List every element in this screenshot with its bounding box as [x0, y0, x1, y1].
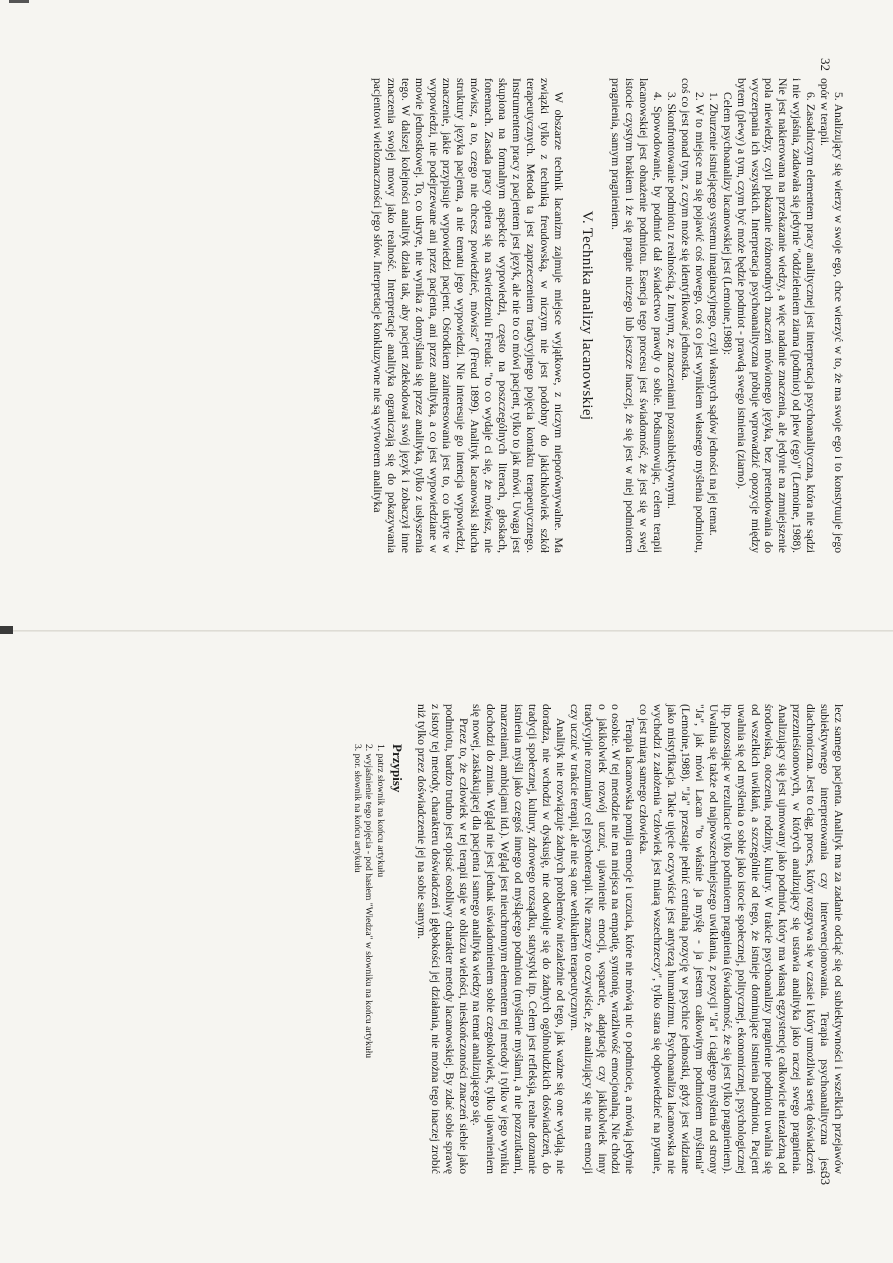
- right-page-text-column: [351, 704, 845, 1174]
- left-page-text-column: [370, 78, 845, 553]
- footnotes-list: [351, 704, 386, 1174]
- right-paragraphs: [414, 704, 845, 1174]
- scan-edge-mark: [9, 0, 29, 3]
- paragraph: Przez to, że człowiek w tej terapii staje w obliczu wielości, nieskończoności znaczeń siebie jako podmiotu, bardzo trudno jest opisać osobliwy charakter metody lacanowskiej. By zdać sobie sprawę z istoty tej metody, charakteru doświadczeń i głębokości jej działania, nie można tego inaczej zrobić niż tylko przez doświadczenie jej na sobie samym.: [414, 704, 470, 1174]
- paragraph: 2. W to miejsce ma się pojawić coś nowego, coś co jest wynikiem własnego myślenia podmiotu, coś co jest ponad tym, z czym może się identyfikować jednostka.: [679, 78, 706, 553]
- footnote-item: 2. wyjaśnienie tego pojęcia - pod hasłem "Wiedza" w słowniku na końcu artykułu: [363, 744, 375, 1059]
- paragraph: Celem psychoanalizy lacanowskiej jest (Lemoine,1988):: [720, 92, 734, 356]
- paragraph: 1. Zburzenie istniejącego systemu imaginacyjnego, czyli własnych sądów jedności na jej temat.: [706, 92, 720, 536]
- paragraph: W obszarze technik lacanizm zajmuje miejsce wyjątkowe, z niczym nieporównywalne. Ma związki tylko z techniką freudowską, w niczym nie jest podobny do jakichkolwiek szkół terapeutycznych. Metoda ta jest zaprzeczeniem tradycyjnego pojęcia kontaktu terapeutycznego. Instrumentem pracy z pacjentem jest język, ale nie to co mówi pacjent, tylko to jak mówi. Uwaga jest skupiona na formalnym aspekcie wypowiedzi, często na poszczególnych literach, głoskach, fonemach. Zasada pracy opiera się na stwierdzeniu Freuda: "to co wydaje ci się, że mówisz, nie mówisz, a to, czego nie chcesz powiedzieć, mówisz" (Freud 1899). Analityk lacanowski słucha struktury języka pacjenta, a nie tematu jego wypowiedzi. Nie interesuje go intencja wypowiedzi, znaczenie, jakie przypisuje wypowiedzi pacjent. Ośrodkiem zainteresowania jest to, co ukryte w wypowiedzi, nie podejrzewane ani przez pacjenta, ani przez analityka, a co jest wypowiedziane w mowie jednostkowej. To, co ukryte, nie wynika z domyślania się przez analityka, tylko z usłyszenia tego. W dalszej kolejności analityk działa tak, aby pacjent zdekodował swój język i zobaczył inne znaczenia swojej mowy jako realność. Interpretacje analityka ograniczają się do pokazywania pacjentowi wieloznaczności jego słów. Interpretacje konkluzywne nie są wytworem analityka: [370, 78, 565, 553]
- paragraph: 4. Spowodowanie, by podmiot dał świadectwo prawdy o sobie. Podsumowując, celem terapii lacanowskiej jest obnażenie podmiotu. Esencja tego procesu jest świadomość, że jest się w swej istocie czystym brakiem i że się pragnie niczego lub jeszcze inaczej, że się jest w niej podmiotem pragnienia, samym pragnieniem.: [609, 78, 665, 553]
- footnotes-heading: Przypisy: [389, 744, 405, 793]
- paragraph: 5. Analizujący się wierzy w swoje ego, chce wierzyć w to, że ma swoje ego i to konstytuuje jego opór w terapii.: [818, 78, 845, 553]
- paragraph: lecz samego pacjenta. Analityk ma za zadanie odciąć się od subiektywności i wszelkich przejawów subiektywnego interpretowania czy interwencjonowania. Terapia psychoanalityczna jest diachroniczna. Jest to ciąg, proces, który rozgrywa się w czasie i który umożliwia serię doświadczeń przeznieśionowych, w których analizujący się ustawia analityka jako raczej swego pragnienia. Analizujący się jest ujmowany jako podmiot, który ma własną egzystencję całkowicie niezależną od środowiska, otoczenia, rodziny, kultury. W trakcie psychoanalizy pragnienie podmiotu uwalnia się od wszelkich uwikłań, a szczególnie od tego, że istnieje dominujące istnienia podmiotu. Pacjent uwalnia się od myślenia o sobie jako istocie społecznej, politycznej, ekonomicznej, psychologicznej itp. pozostając w rezultacie tylko podmiotem pragnienia (świadomość, że się jest tylko pragnieniem). Uwalnia się także od najpowszechniejszego uwikłania, z pozycji "Ja" i ciągłego myślenia od strony "Ja", jak mówi Lacan "to właśnie ja myślę - ja jestem całkowitym podmiotem myślenia" (Lemoine,1988). "Ja" przestaje pełnić centralną pozycję w psychice jednostki, gdyż jest widziane jako mistyfikacja. Takie ujęcie oczywiście jest antytezą humanizmu. Psychoanaliza lacanowska nie wychodzi z założenia "człowiek jest miarą wszechrzeczy", tylko stara się odpowiedzieć na pytanie, co jest miarą samego człowieka.: [637, 704, 845, 1174]
- paragraph: Analityk nie rozwiązuje żadnych problemów niezależnie od tego, jak ważne się one wydają, nie doradza, nie wchodzi w dyskusję, nie odwołuje się do żadnych ogólnoludzkich doświadczeń, do tradycji społecznej, kultury, zdrowego rozsądku, statystyki itp. Celem jest refleksja, realne doznanie istnienia myśli jako czegoś innego od myślącego podmiotu (myślenie myślami, a nie pozrzutkami, marzeniami, ambicjami itd.). Wgląd jest nieuchronnym elementem tej metody i tylko w jego wyniku dochodzi do zmian. Wgląd nie jest jednak uświadomieniem sobie czegokolwiek, tylko ujawnieniem się nowej, zaskakującej dla pacjenta i samego analityka wiedzy na temat analizującego się.: [470, 704, 567, 1174]
- left-paragraphs-after-heading: [370, 78, 565, 553]
- left-paragraphs-before-heading: [609, 78, 845, 553]
- left-page: [0, 0, 893, 631]
- right-page: [0, 632, 893, 1263]
- page-number-left: 32: [818, 58, 833, 71]
- page-number-right: 33: [818, 1172, 833, 1185]
- paragraph: Terapia lacanowska pomija emocje i uczucia, które nie mówią nic o podmiocie, a mówią jedynie o osobie. W tej metodzie nie ma miejsca na empatię, syntonię, wrażliwość emocjonalną. Nie chodzi o jakikolwiek rozwój uczuć, ujawnienie emocji, wsparcie, adaptację czy jakikolwiek inny tradycyjnie rozumiany cel psychoterapii. Nie znaczy to oczywiście, że analizujący się nie ma emocji czy uczuć w trakcie terapii, ale nie są one wehikułem terapeutycznym.: [567, 704, 637, 1174]
- footnote-item: 3. por. słownik na końcu artykułu: [351, 744, 363, 873]
- section-heading: V. Technika analizy lacanowskiej: [578, 210, 595, 421]
- paragraph: 3. Skonfrontowanie podmiotu z realnością, z Innym, ze znaczeniami pozasubiektywnymi.: [665, 92, 679, 509]
- paragraph: 6. Zasadniczym elementem pracy analitycznej jest interpretacja psychoanalityczna, która nie sądzi i nie wyjaśnia, zadawała się jedynie "oddzieleniem ziarna (podmiot) od plew (ego)" (Lemoine, 1988). Nie jest nakierowana na przekazanie wiedzy, a więc nadanie znaczenia, ale jedynie na zmniejszenie pola niewiedzy, czyli pokazanie różnorodnych znaczeń mówionego języka, bez pretendowania do wyczerpania ich wszystkich. Interpretacja psychoanalityczna próbuje wprowadzić opozycje między bytem (plewy) a tym, czym być może będzie podmiot - prawdą swego istnienia (ziarno).: [734, 78, 818, 553]
- footnote-item: 1. patrz słownik na końcu artykułu: [375, 744, 386, 878]
